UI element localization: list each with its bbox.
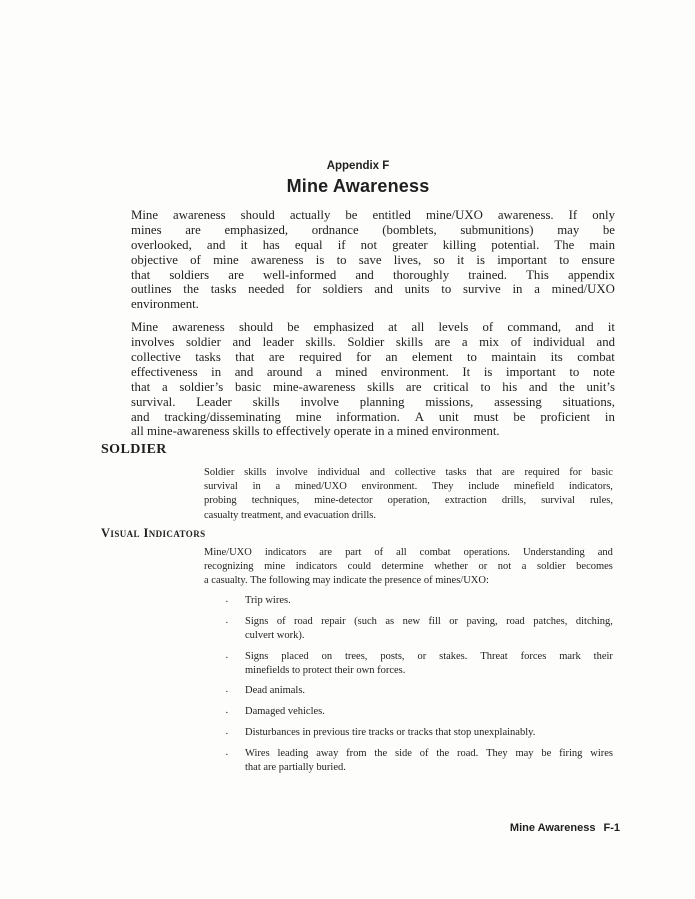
page-footer [510,822,620,835]
text-line: probing techniques, mine-detector operation, extraction drills, survival rules, [204,495,613,507]
text-line: mines are emphasized, ordnance (bomblets, submunitions) may be [131,222,615,237]
text-line: Dead animals. [245,685,306,697]
bullet-item [204,616,613,644]
text-line: and tracking/disseminating mine information. A unit must be proficient in [131,409,615,424]
text-line: effectiveness in and around a mined environment. It is important to note [131,364,615,379]
section-heading-soldier: SOLDIER [101,442,167,457]
section-body-visual-indicators [204,547,613,590]
bullet-item [204,595,613,609]
section-heading-visual-indicators: Visual Indicators [101,526,206,540]
bullet-dot-icon: · [225,616,229,629]
section-body-soldier [204,467,613,524]
text-line: Mine awareness should be emphasized at all levels of command, and it [131,320,615,335]
text-line: Mine/UXO indicators are part of all combat operations. Understanding and [204,547,613,558]
text-line: involves soldier and leader skills. Soldier skills are a mix of individual and [131,335,615,350]
text-line: culvert work). [245,629,305,641]
appendix-label: Appendix F [326,160,390,172]
text-line: overlooked, and it has equal if not greater killing potential. The main [131,237,615,252]
intro-paragraphs [131,208,615,447]
text-line: Trip wires. [245,595,291,606]
text-line: Signs placed on trees, posts, or stakes. Threat forces mark their [245,650,613,662]
bullet-dot-icon: · [225,707,229,720]
bullet-dot-icon: · [225,748,229,761]
text-line: Disturbances in previous tire tracks or tracks that stop unexplainably. [245,726,536,738]
bullet-dot-icon: · [225,651,229,664]
text-line: recognizing mine indicators could determine whether or not a soldier becomes [204,561,613,573]
mine-indicator-bullet-list [204,595,613,782]
text-line: all mine-awareness skills to effectively operate in a mined environment. [131,424,500,439]
text-line: outlines the tasks needed for soldiers and units to survive in a mined/UXO [131,282,615,297]
page-title: Mine Awareness [286,176,430,196]
text-line: environment. [131,297,199,312]
bullet-item [204,651,613,679]
text-line: minefields to protect their own forces. [245,664,406,676]
text-line: Signs of road repair (such as new fill or paving, road patches, ditching, [245,615,613,627]
bullet-dot-icon: · [225,727,229,740]
bullet-item [204,706,613,720]
bullet-dot-icon: · [225,686,229,699]
text-line: Wires leading away from the side of the road. They may be firing wires [245,747,613,759]
text-line: Damaged vehicles. [245,706,325,718]
footer-page-number: F-1 [603,822,620,834]
footer-title: Mine Awareness [509,822,596,834]
text-line: that soldiers are well-informed and thoroughly trained. This appendix [131,267,615,282]
text-line: that a soldier’s basic mine-awareness skills are critical to his and the unit’s [131,379,615,394]
text-line: casualty treatment, and evacuation drills. [204,509,377,521]
text-line: that are partially buried. [245,761,346,773]
paragraph [131,208,615,312]
text-line: collective tasks that are required for an element to maintain its combat [131,350,615,365]
text-line: survival. Leader skills involve planning missions, assessing situations, [131,394,615,409]
text-line: Mine awareness should actually be entitled mine/UXO awareness. If only [131,208,615,222]
paragraph [131,320,615,439]
text-line: Soldier skills involve individual and collective tasks that are required for basic [204,467,613,478]
bullet-item [204,685,613,699]
bullet-item [204,727,613,741]
text-line: a casualty. The following may indicate the presence of mines/UXO: [204,575,489,587]
bullet-item [204,748,613,776]
bullet-dot-icon: · [225,596,229,608]
text-line: objective of mine awareness is to save lives, so it is important to ensure [131,252,615,267]
text-line: survival in a mined/UXO environment. They include minefield indicators, [204,481,613,493]
